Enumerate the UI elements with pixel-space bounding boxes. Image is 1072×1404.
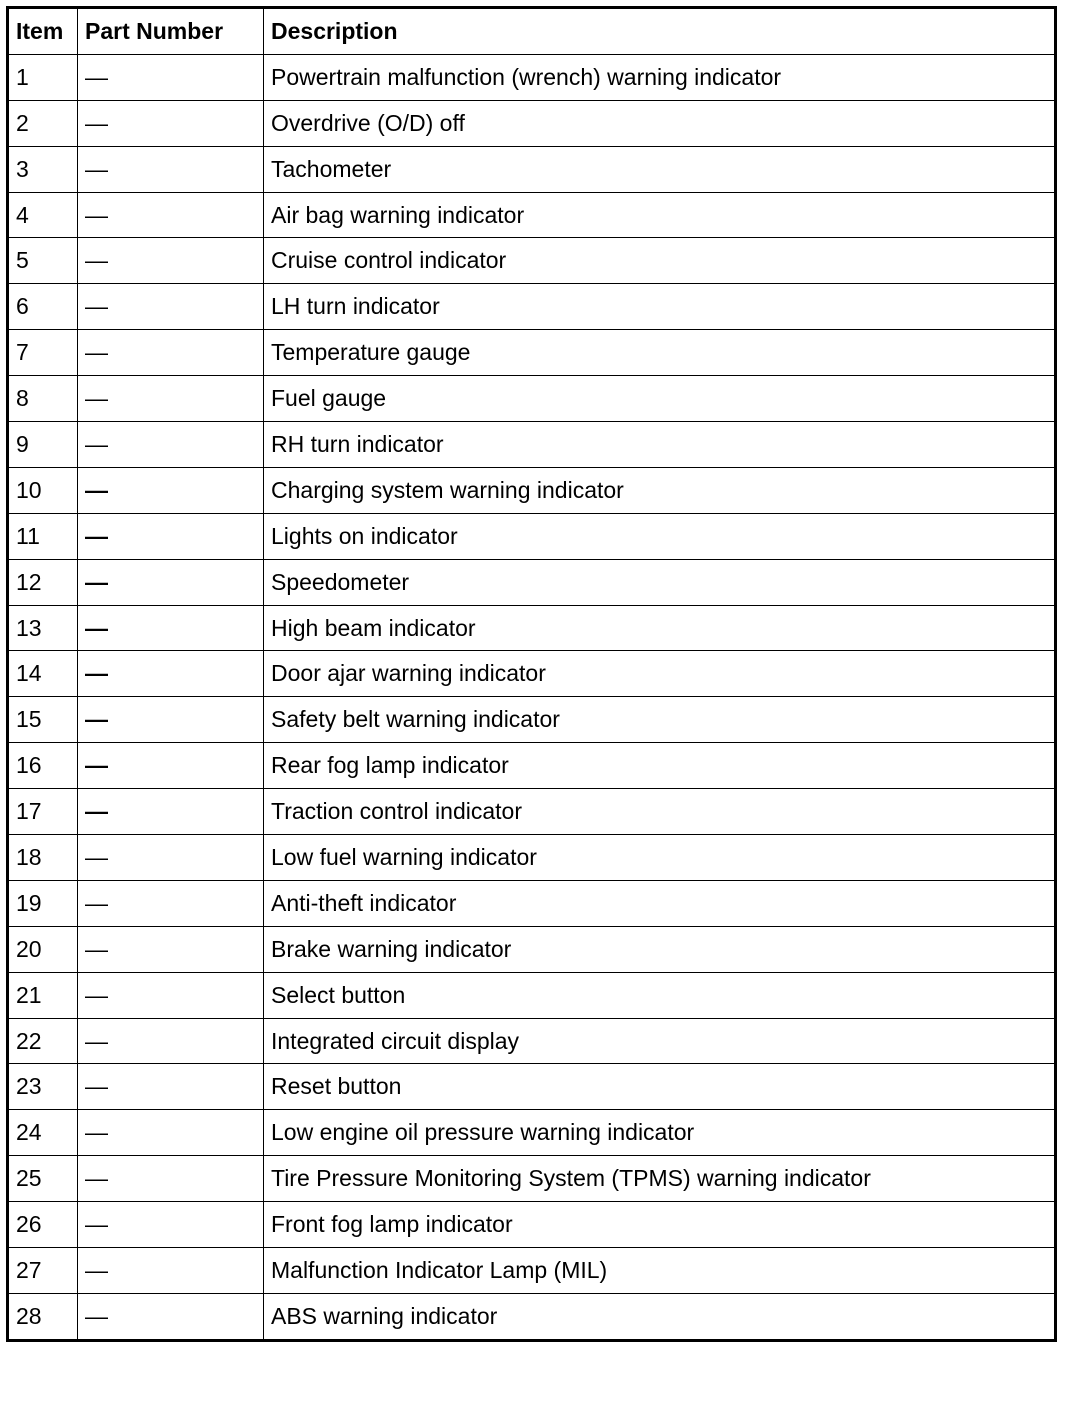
table-row <box>8 192 1056 238</box>
cell-part-number: — <box>78 605 264 651</box>
table-row <box>8 559 1056 605</box>
cell-description: Traction control indicator <box>264 789 1056 835</box>
cell-description: Front fog lamp indicator <box>264 1202 1056 1248</box>
cell-item: 6 <box>8 284 78 330</box>
table-row <box>8 651 1056 697</box>
cell-item: 27 <box>8 1248 78 1294</box>
cell-part-number: — <box>78 559 264 605</box>
table-row <box>8 284 1056 330</box>
table-row <box>8 743 1056 789</box>
table-row <box>8 146 1056 192</box>
cell-description: Select button <box>264 972 1056 1018</box>
table-header-row <box>8 8 1056 55</box>
cell-item: 4 <box>8 192 78 238</box>
cell-item: 11 <box>8 513 78 559</box>
cell-part-number: — <box>78 376 264 422</box>
cell-part-number: — <box>78 146 264 192</box>
table-row <box>8 926 1056 972</box>
cell-description: RH turn indicator <box>264 422 1056 468</box>
cell-part-number: — <box>78 880 264 926</box>
cell-description: Brake warning indicator <box>264 926 1056 972</box>
cell-description: Speedometer <box>264 559 1056 605</box>
cell-item: 9 <box>8 422 78 468</box>
cell-part-number: — <box>78 1248 264 1294</box>
cell-item: 26 <box>8 1202 78 1248</box>
cell-item: 12 <box>8 559 78 605</box>
cell-description: Lights on indicator <box>264 513 1056 559</box>
cell-part-number: — <box>78 651 264 697</box>
table-row <box>8 789 1056 835</box>
cell-description: High beam indicator <box>264 605 1056 651</box>
table-row <box>8 605 1056 651</box>
cell-part-number: — <box>78 284 264 330</box>
cell-item: 14 <box>8 651 78 697</box>
cell-item: 3 <box>8 146 78 192</box>
cell-part-number: — <box>78 192 264 238</box>
cell-item: 8 <box>8 376 78 422</box>
table-row <box>8 880 1056 926</box>
table-row <box>8 330 1056 376</box>
table-row <box>8 376 1056 422</box>
table-row <box>8 467 1056 513</box>
cell-item: 5 <box>8 238 78 284</box>
cell-description: Low engine oil pressure warning indicator <box>264 1110 1056 1156</box>
table-row <box>8 54 1056 100</box>
cell-description: Integrated circuit display <box>264 1018 1056 1064</box>
cell-item: 22 <box>8 1018 78 1064</box>
table-row <box>8 697 1056 743</box>
cell-description: Reset button <box>264 1064 1056 1110</box>
cell-item: 20 <box>8 926 78 972</box>
cell-part-number: — <box>78 697 264 743</box>
table-row <box>8 1064 1056 1110</box>
cell-item: 13 <box>8 605 78 651</box>
cell-description: Rear fog lamp indicator <box>264 743 1056 789</box>
cell-part-number: — <box>78 54 264 100</box>
table-row <box>8 100 1056 146</box>
header-item: Item <box>8 8 78 55</box>
header-description: Description <box>264 8 1056 55</box>
table-row <box>8 422 1056 468</box>
cell-item: 25 <box>8 1156 78 1202</box>
cell-item: 24 <box>8 1110 78 1156</box>
cell-part-number: — <box>78 1156 264 1202</box>
cell-description: Fuel gauge <box>264 376 1056 422</box>
cell-item: 2 <box>8 100 78 146</box>
cell-part-number: — <box>78 1064 264 1110</box>
cell-item: 17 <box>8 789 78 835</box>
table-row <box>8 1156 1056 1202</box>
cell-part-number: — <box>78 330 264 376</box>
cell-part-number: — <box>78 100 264 146</box>
header-part-number: Part Number <box>78 8 264 55</box>
cell-description: Charging system warning indicator <box>264 467 1056 513</box>
cell-part-number: — <box>78 422 264 468</box>
cell-description: Anti-theft indicator <box>264 880 1056 926</box>
parts-table <box>6 6 1057 1342</box>
cell-part-number: — <box>78 1202 264 1248</box>
cell-item: 18 <box>8 835 78 881</box>
cell-part-number: — <box>78 1293 264 1340</box>
cell-description: Low fuel warning indicator <box>264 835 1056 881</box>
cell-description: LH turn indicator <box>264 284 1056 330</box>
cell-part-number: — <box>78 513 264 559</box>
cell-part-number: — <box>78 835 264 881</box>
cell-item: 16 <box>8 743 78 789</box>
cell-part-number: — <box>78 743 264 789</box>
cell-description: Tachometer <box>264 146 1056 192</box>
table-row <box>8 972 1056 1018</box>
cell-description: Overdrive (O/D) off <box>264 100 1056 146</box>
cell-item: 23 <box>8 1064 78 1110</box>
cell-description: Door ajar warning indicator <box>264 651 1056 697</box>
table-row <box>8 835 1056 881</box>
cell-item: 10 <box>8 467 78 513</box>
cell-part-number: — <box>78 238 264 284</box>
cell-item: 28 <box>8 1293 78 1340</box>
cell-part-number: — <box>78 467 264 513</box>
cell-description: Temperature gauge <box>264 330 1056 376</box>
cell-part-number: — <box>78 926 264 972</box>
table-row <box>8 238 1056 284</box>
cell-item: 1 <box>8 54 78 100</box>
cell-description: Safety belt warning indicator <box>264 697 1056 743</box>
cell-item: 15 <box>8 697 78 743</box>
cell-item: 19 <box>8 880 78 926</box>
cell-item: 21 <box>8 972 78 1018</box>
cell-part-number: — <box>78 1110 264 1156</box>
cell-description: Tire Pressure Monitoring System (TPMS) warning indicator <box>264 1156 1056 1202</box>
cell-description: ABS warning indicator <box>264 1293 1056 1340</box>
cell-description: Malfunction Indicator Lamp (MIL) <box>264 1248 1056 1294</box>
cell-item: 7 <box>8 330 78 376</box>
table-row <box>8 1110 1056 1156</box>
cell-part-number: — <box>78 1018 264 1064</box>
cell-description: Powertrain malfunction (wrench) warning indicator <box>264 54 1056 100</box>
cell-description: Cruise control indicator <box>264 238 1056 284</box>
table-body <box>8 54 1056 1340</box>
table-row <box>8 1248 1056 1294</box>
cell-part-number: — <box>78 972 264 1018</box>
table-row <box>8 513 1056 559</box>
cell-part-number: — <box>78 789 264 835</box>
table-row <box>8 1202 1056 1248</box>
cell-description: Air bag warning indicator <box>264 192 1056 238</box>
table-row <box>8 1293 1056 1340</box>
table-row <box>8 1018 1056 1064</box>
